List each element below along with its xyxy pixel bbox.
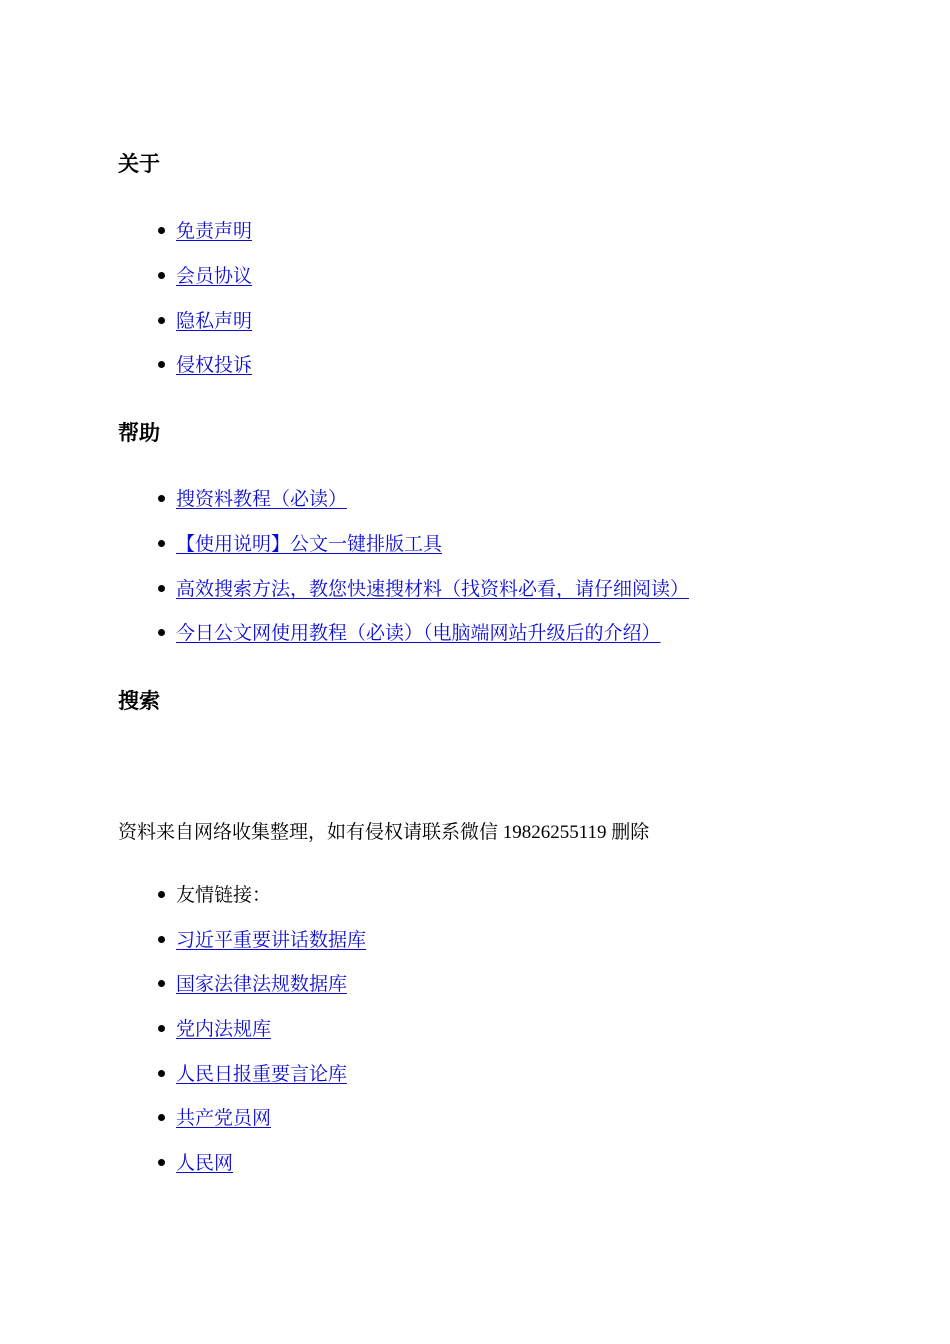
list-item — [158, 1106, 271, 1132]
link-search-methods[interactable]: 高效搜索方法，教您快速搜材料（找资料必看，请仔细阅读） — [176, 579, 690, 600]
friend-links-label: 友情链接： — [176, 885, 272, 906]
bullet-icon — [158, 629, 165, 636]
link-privacy[interactable]: 隐私声明 — [176, 311, 253, 332]
bullet-icon — [158, 980, 165, 987]
bullet-icon — [158, 272, 165, 279]
list-item — [158, 487, 347, 513]
bullet-icon — [158, 585, 165, 592]
link-speech-database[interactable]: 习近平重要讲话数据库 — [176, 930, 367, 951]
about-heading: 关于 — [118, 152, 160, 176]
link-member-agreement[interactable]: 会员协议 — [176, 266, 253, 287]
bullet-icon — [158, 227, 165, 234]
list-item — [158, 532, 442, 558]
list-item — [158, 353, 252, 379]
bullet-icon — [158, 361, 165, 368]
link-party-member-net[interactable]: 共产党员网 — [176, 1108, 272, 1129]
bullet-icon — [158, 891, 165, 898]
list-item — [158, 577, 689, 603]
link-law-database[interactable]: 国家法律法规数据库 — [176, 974, 348, 995]
bullet-icon — [158, 936, 165, 943]
link-infringement-complaint[interactable]: 侵权投诉 — [176, 355, 253, 376]
link-search-tutorial[interactable]: 搜资料教程（必读） — [176, 489, 348, 510]
bullet-icon — [158, 495, 165, 502]
list-item — [158, 219, 252, 245]
link-disclaimer[interactable]: 免责声明 — [176, 221, 253, 242]
link-party-regulations[interactable]: 党内法规库 — [176, 1019, 272, 1040]
list-item — [158, 883, 271, 909]
bullet-icon — [158, 540, 165, 547]
list-item — [158, 309, 252, 335]
link-peoples-daily-remarks[interactable]: 人民日报重要言论库 — [176, 1064, 348, 1085]
list-item — [158, 264, 252, 290]
bullet-icon — [158, 1159, 165, 1166]
bullet-icon — [158, 1070, 165, 1077]
list-item — [158, 1017, 271, 1043]
copyright-notice: 资料来自网络收集整理，如有侵权请联系微信 19826255119 删除 — [118, 822, 650, 843]
list-item — [158, 1151, 233, 1177]
search-heading: 搜索 — [118, 689, 160, 713]
list-item — [158, 621, 661, 647]
link-site-tutorial[interactable]: 今日公文网使用教程（必读）（电脑端网站升级后的介绍） — [176, 623, 661, 644]
link-format-tool-guide[interactable]: 【使用说明】公文一键排版工具 — [176, 534, 443, 555]
list-item — [158, 972, 347, 998]
list-item — [158, 928, 366, 954]
bullet-icon — [158, 317, 165, 324]
bullet-icon — [158, 1025, 165, 1032]
help-heading: 帮助 — [118, 421, 160, 445]
list-item — [158, 1062, 347, 1088]
link-people-net[interactable]: 人民网 — [176, 1153, 234, 1174]
bullet-icon — [158, 1114, 165, 1121]
